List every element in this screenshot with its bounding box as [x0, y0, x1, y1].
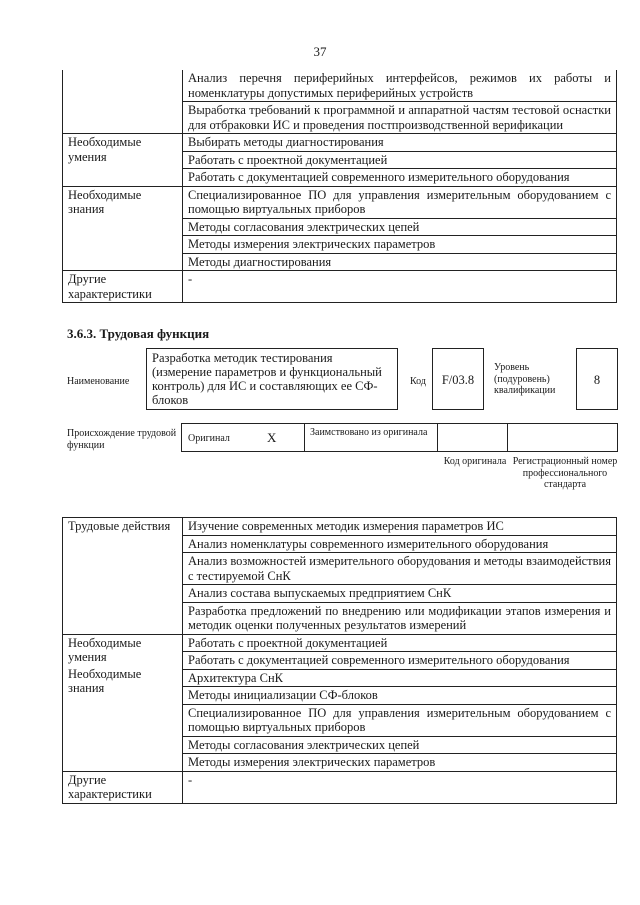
skills-label: Необходимые умения [68, 635, 142, 664]
list-item: Специализированное ПО для управления измерительным оборудованием с помощью виртуальных приборов [183, 704, 617, 736]
code-box [432, 348, 484, 410]
section-title: 3.6.3. Трудовая функция [67, 326, 210, 341]
table-row [63, 271, 617, 303]
list-item: - [183, 271, 617, 303]
row-label [63, 70, 183, 134]
original-cell [181, 423, 304, 452]
code-orig-label: Код оригинала [443, 456, 507, 467]
code-value: F/03.8 [441, 373, 475, 387]
level-label: Уровень (подуровень) квалификации [494, 362, 556, 396]
list-item: Анализ состава выпускаемых предприятием СнК [183, 585, 617, 603]
borrowed-label: Заимствовано из оригинала [310, 427, 428, 438]
original-label: Оригинал [188, 433, 230, 444]
list-item: Методы согласования электрических цепей [183, 736, 617, 754]
list-item: Специализированное ПО для управления измерительным оборудованием с помощью виртуальных приборов [183, 186, 617, 218]
list-item: Работать с проектной документацией [183, 151, 617, 169]
list-item: Выработка требований к программной и аппаратной частям тестовой оснастки для отбраковки ИС и проведения постпроизводственной верификации [183, 102, 617, 134]
list-item: Методы диагностирования [183, 253, 617, 271]
list-item: Работать с проектной документацией [183, 634, 617, 652]
name-box [146, 348, 398, 410]
row-label-actions: Трудовые действия [63, 518, 183, 635]
row-label-other: Другие характеристики [63, 771, 183, 803]
list-item: Анализ номенклатуры современного измерительного оборудования [183, 535, 617, 553]
level-box [576, 348, 618, 410]
name-label: Наименование [67, 376, 130, 387]
row-label-skills: Необходимые умения [63, 134, 183, 187]
list-item: Выбирать методы диагностирования [183, 134, 617, 152]
page-number: 37 [313, 44, 327, 59]
labor-function-table [62, 517, 617, 804]
list-item: Анализ перечня периферийных интерфейсов, режимов их работы и номенклатуры допустимых периферийных устройств [183, 70, 617, 102]
list-item: Разработка предложений по внедрению или модификации этапов измерения и методик оценки полученных результатов измерений [183, 602, 617, 634]
table-row [63, 518, 617, 536]
row-label-other: Другие характеристики [63, 271, 183, 303]
list-item: Методы измерения электрических параметров [183, 754, 617, 772]
original-mark: X [267, 430, 277, 445]
origin-label: Происхождение трудовой функции [67, 428, 177, 451]
row-label-knowledge: Необходимые знания [63, 186, 183, 271]
list-item: - [183, 771, 617, 803]
table-row [63, 134, 617, 152]
knowledge-label: Необходимые знания [68, 666, 142, 695]
list-item: Работать с документацией современного измерительного оборудования [183, 169, 617, 187]
list-item: Архитектура СнК [183, 669, 617, 687]
borrowed-cell [304, 423, 438, 452]
list-item: Изучение современных методик измерения параметров ИС [183, 518, 617, 536]
row-label-skills-knowledge [63, 634, 183, 771]
reg-num-cell [508, 423, 618, 452]
requirements-table-continued [62, 70, 617, 303]
list-item: Методы измерения электрических параметров [183, 236, 617, 254]
level-value: 8 [593, 373, 601, 387]
table-row [63, 186, 617, 218]
table-row [63, 634, 617, 652]
code-label: Код [410, 376, 426, 387]
list-item: Анализ возможностей измерительного оборудования и методы взаимодействия с тестируемой СнК [183, 553, 617, 585]
list-item: Методы инициализации СФ-блоков [183, 687, 617, 705]
function-name: Разработка методик тестирования (измерение параметров и функциональный контроль) для ИС и составляющих ее СФ-блоков [152, 351, 382, 407]
reg-num-label: Регистрационный номер профессионального стандарта [512, 456, 618, 490]
list-item: Методы согласования электрических цепей [183, 218, 617, 236]
list-item: Работать с документацией современного измерительного оборудования [183, 652, 617, 670]
code-orig-cell [438, 423, 508, 452]
table-row [63, 771, 617, 803]
table-row [63, 70, 617, 102]
